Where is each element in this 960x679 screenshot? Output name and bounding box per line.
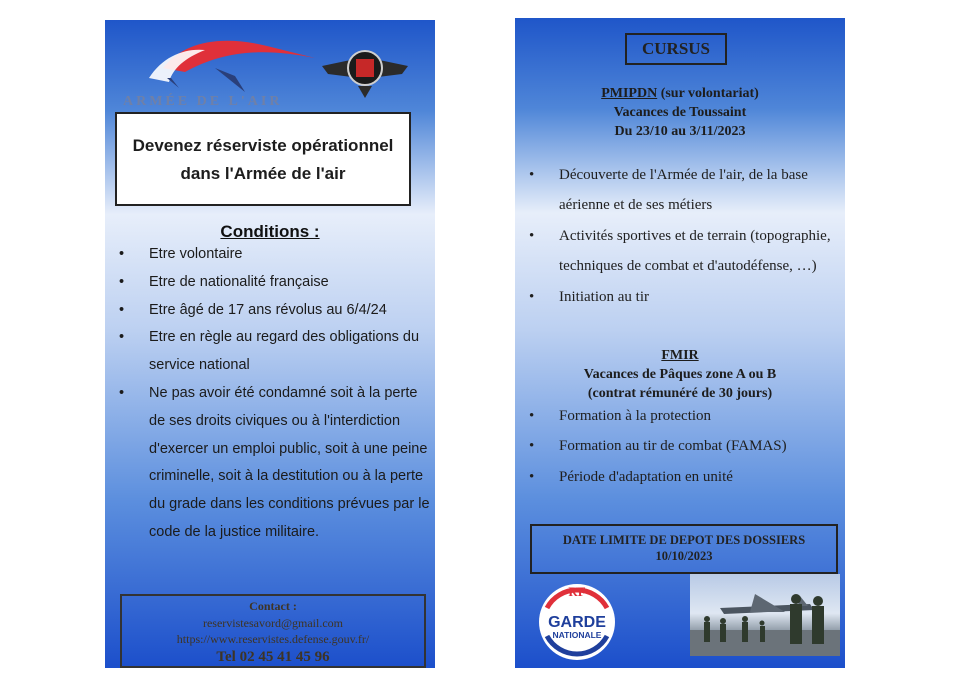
contact-label: Contact : bbox=[249, 599, 297, 613]
condition-item: • Ne pas avoir été condamné soit à la perte de ses droits civiques ou à l'interdiction d'exercer un emploi public, soit à une peine criminelle, soit à la destitution ou à la perte du grade dans les conditions prévues par le code de la justice militaire. bbox=[149, 380, 431, 547]
condition-item: • Etre de nationalité française bbox=[149, 269, 431, 297]
deadline-label: DATE LIMITE DE DEPOT DES DOSSIERS bbox=[562, 533, 806, 547]
conditions-heading: Conditions : bbox=[220, 222, 320, 241]
squadron-badge-icon bbox=[320, 44, 410, 100]
soldiers-aircraft-photo bbox=[690, 574, 840, 656]
cursus-heading: CURSUS bbox=[625, 33, 727, 65]
pmipdn-item: • Initiation au tir bbox=[559, 282, 841, 312]
deadline-box bbox=[530, 524, 838, 574]
fmir-header bbox=[515, 346, 845, 403]
fmir-title: FMIR bbox=[661, 348, 699, 363]
contact-website-link[interactable]: https://www.reservistes.defense.gouv.fr/ bbox=[176, 632, 370, 646]
fmir-item: • Période d'adaptation en unité bbox=[559, 462, 841, 492]
contact-email-link[interactable]: reservistesavord@gmail.com bbox=[202, 616, 343, 630]
condition-item: • Etre âgé de 17 ans révolus au 6/4/24 bbox=[149, 297, 431, 325]
fmir-item: • Formation au tir de combat (FAMAS) bbox=[559, 431, 841, 461]
pmipdn-item: • Activités sportives et de terrain (topographie, techniques de combat et d'autodéfense, …) bbox=[559, 221, 841, 282]
pmipdn-list bbox=[559, 160, 841, 312]
pmipdn-item: • Découverte de l'Armée de l'air, de la base aérienne et de ses métiers bbox=[559, 160, 841, 221]
deadline-date: 10/10/2023 bbox=[655, 549, 713, 563]
air-force-logo-text: ARMÉE DE L'AIR bbox=[123, 94, 283, 109]
left-flyer-panel bbox=[105, 20, 435, 668]
pmipdn-dates: Du 23/10 au 3/11/2023 bbox=[614, 124, 746, 139]
contact-phone: Tel 02 45 41 45 96 bbox=[216, 649, 330, 665]
fmir-list bbox=[559, 401, 841, 492]
fmir-contract: (contrat rémunéré de 30 jours) bbox=[587, 386, 773, 401]
conditions-list bbox=[149, 241, 431, 547]
fmir-period: Vacances de Pâques zone A ou B bbox=[583, 367, 777, 382]
title-line-1: Devenez réserviste opérationnel bbox=[132, 136, 394, 155]
gn-monogram: RF bbox=[568, 584, 586, 599]
pmipdn-title: PMIPDN bbox=[601, 86, 658, 101]
title-box bbox=[115, 112, 411, 206]
gn-line-2: NATIONALE bbox=[552, 630, 602, 640]
condition-item: • Etre en règle au regard des obligations du service national bbox=[149, 324, 431, 380]
condition-item: • Etre volontaire bbox=[149, 241, 431, 269]
contact-box bbox=[120, 594, 426, 668]
title-line-2: dans l'Armée de l'air bbox=[180, 164, 346, 183]
pmipdn-qualifier: (sur volontariat) bbox=[657, 86, 759, 101]
garde-nationale-logo bbox=[535, 578, 619, 662]
gn-line-1: GARDE bbox=[548, 614, 606, 631]
right-flyer-panel bbox=[515, 18, 845, 668]
fmir-item: • Formation à la protection bbox=[559, 401, 841, 431]
air-force-wings-logo bbox=[145, 32, 325, 94]
pmipdn-header bbox=[515, 84, 845, 141]
pmipdn-period: Vacances de Toussaint bbox=[613, 105, 747, 120]
